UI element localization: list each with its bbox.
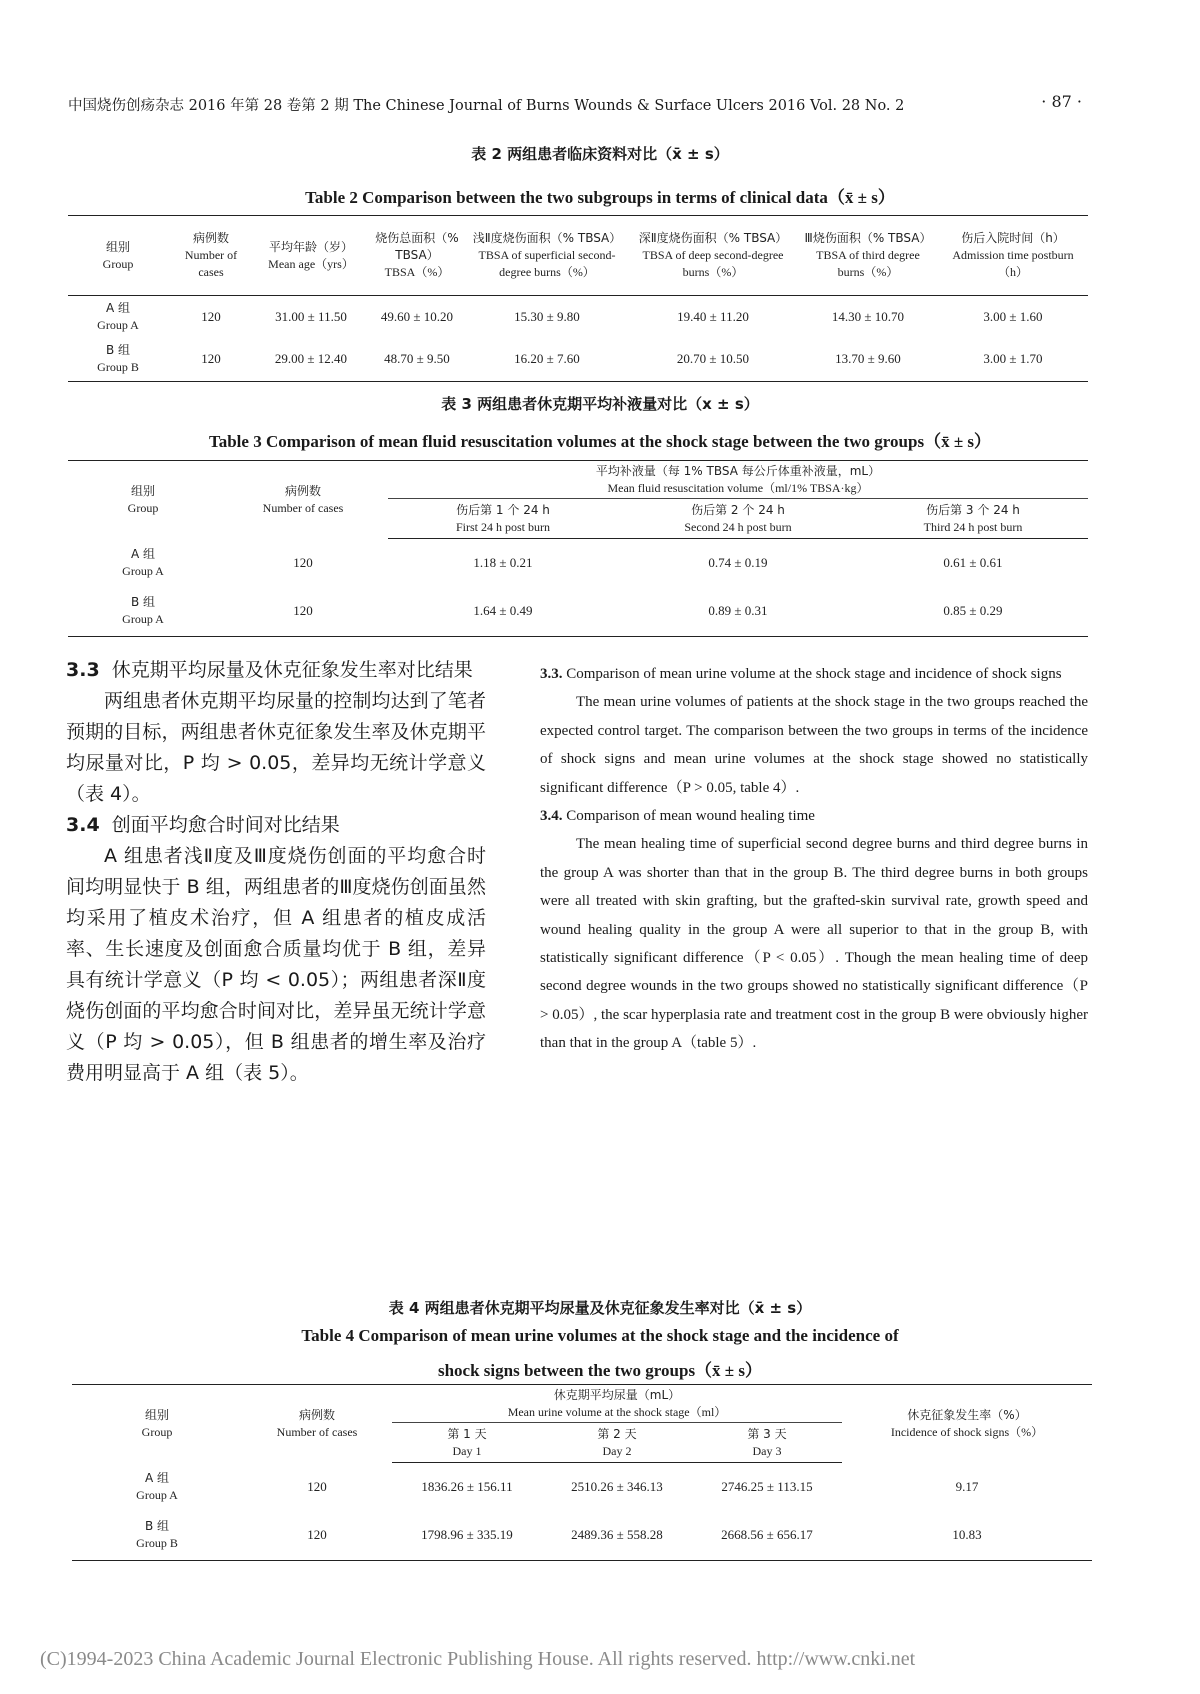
table3-caption-en: Table 3 Comparison of mean fluid resuscitation volumes at the shock stage between the two groups（x̄ ± s） [208, 432, 992, 451]
running-head: 中国烧伤创疡杂志 2016 年第 28 卷第 2 期 The Chinese Journal of Burns Wounds & Surface Ulcers 2016 Vol. 28 No. 2 [68, 98, 905, 114]
table2-header-deep: 深Ⅱ度烧伤面积（% TBSA） TBSA of deep second-degree burns（%） [628, 216, 798, 296]
table-row: B 组 Group B 120 29.00 ± 12.40 48.70 ± 9.50 16.20 ± 7.60 20.70 ± 10.50 13.70 ± 9.60 3.00 ± 1.70 [68, 338, 1088, 382]
table4-caption-zh: 表 4 两组患者休克期平均尿量及休克征象发生率对比（x̄ ± s） [388, 1299, 812, 1317]
table2-caption-en: Table 2 Comparison between the two subgroups in terms of clinical data（x̄ ± s） [305, 188, 895, 207]
table4-header-cases: 病例数 Number of cases [242, 1385, 392, 1463]
table-row: B 组 Group A 120 1.64 ± 0.49 0.89 ± 0.31 0.85 ± 0.29 [68, 587, 1088, 637]
section-3-3-text-en: The mean urine volumes of patients at the shock stage in the two groups reached the expected control target. The comparison between the two groups in terms of the incidence of shock signs and mean urine volumes at the shock stage showed no statistically significant difference（P > 0.05, table 4）. [540, 694, 1088, 796]
table4-header-urine: 休克期平均尿量（mL） Mean urine volume at the shock stage（ml） [392, 1385, 842, 1423]
table3-header-day1: 伤后第 1 个 24 h First 24 h post burn [388, 499, 618, 539]
copyright-footer: (C)1994-2023 China Academic Journal Electronic Publishing House. All rights reserved. http://www.cnki.net [40, 1648, 916, 1670]
table4-header-incidence: 休克征象发生率（%） Incidence of shock signs（%） [842, 1385, 1092, 1463]
table4-header-day3: 第 3 天 Day 3 [692, 1423, 842, 1463]
table2-header-tbsa: 烧伤总面积（% TBSA） TBSA（%） [368, 216, 466, 296]
table4 [72, 1384, 1092, 1561]
section-3-4-text-zh: A 组患者浅Ⅱ度及Ⅲ度烧伤创面的平均愈合时间均明显快于 B 组，两组患者的Ⅲ度烧伤创面虽然均采用了植皮术治疗，但 A 组患者的植皮成活率、生长速度及创面愈合质量均优于 B 组，差异具有统计学意义（P 均 < 0.05）；两组患者深Ⅱ度烧伤创面的平均愈合时间对比，差异虽无统计学意义（P 均 > 0.05），但 B 组患者的增生率及治疗费用明显高于 A 组（表 5）。 [66, 845, 486, 1084]
table2-header-cases: 病例数 Number of cases [168, 216, 254, 296]
section-3-4-heading-en: 3.4. Comparison of mean wound healing time [540, 808, 815, 825]
table4-header-day1: 第 1 天 Day 1 [392, 1423, 542, 1463]
body-column-en [540, 660, 1088, 1058]
table3-header-group: 组别 Group [68, 461, 218, 539]
table2-header-age: 平均年龄（岁） Mean age（yrs） [254, 216, 368, 296]
section-3-4-text-en: The mean healing time of superficial second degree burns and third degree burns in the group A was shorter than that in the group B. The third degree burns in both groups were all treated with skin grafting, but the grafted-skin survival rate, growth speed and wound healing quality in the group A were all superior to that in the group B, with statistically significant difference（P < 0.05）. Though the mean healing time of deep second degree wounds in the two groups showed no statistically significant difference（P > 0.05）, the scar hyperplasia rate and treatment cost in the group B were obviously higher than that in the group A（table 5）. [540, 836, 1088, 1052]
table2-caption-zh: 表 2 两组患者临床资料对比（x̄ ± s） [471, 145, 729, 163]
table3-header-cases: 病例数 Number of cases [218, 461, 388, 539]
table3-header-day2: 伤后第 2 个 24 h Second 24 h post burn [618, 499, 858, 539]
table2 [68, 215, 1088, 382]
body-column-zh [66, 655, 486, 1089]
page-number: · 87 · [1041, 92, 1082, 111]
section-3-3-text-zh: 两组患者休克期平均尿量的控制均达到了笔者预期的目标，两组患者休克征象发生率及休克期平均尿量对比，P 均 > 0.05，差异均无统计学意义（表 4）。 [66, 690, 486, 805]
table4-caption-en-line2: shock signs between the two groups（x̄ ± s） [437, 1361, 763, 1380]
table-row: A 组 Group A 120 31.00 ± 11.50 49.60 ± 10.20 15.30 ± 9.80 19.40 ± 11.20 14.30 ± 10.70 3.00 ± 1.60 [97, 300, 1043, 332]
table3-caption-zh: 表 3 两组患者休克期平均补液量对比（x ± s） [441, 395, 759, 413]
table2-header-third: Ⅲ烧伤面积（% TBSA） TBSA of third degree burns（%） [798, 216, 938, 296]
table2-header-superficial: 浅Ⅱ度烧伤面积（% TBSA） TBSA of superficial second-degree burns（%） [466, 216, 628, 296]
table3-header-day3: 伤后第 3 个 24 h Third 24 h post burn [858, 499, 1088, 539]
table4-header-day2: 第 2 天 Day 2 [542, 1423, 692, 1463]
table4-header-group: 组别 Group [72, 1385, 242, 1463]
table-row: B 组 Group B 120 1798.96 ± 335.19 2489.36 ± 558.28 2668.56 ± 656.17 10.83 [72, 1511, 1092, 1561]
table4-caption-en-line1: Table 4 Comparison of mean urine volumes at the shock stage and the incidence of [301, 1326, 899, 1345]
table-row: A 组 Group A 120 1.18 ± 0.21 0.74 ± 0.19 0.61 ± 0.61 [122, 546, 1003, 578]
section-3-3-heading-en: 3.3. Comparison of mean urine volume at the shock stage and incidence of shock signs [540, 666, 1062, 682]
table-row: A 组 Group A 120 1836.26 ± 156.11 2510.26 ± 346.13 2746.25 ± 113.15 9.17 [136, 1470, 979, 1502]
table2-header-admission: 伤后入院时间（h） Admission time postburn（h） [938, 216, 1088, 296]
table3 [68, 460, 1088, 637]
table3-header-fluid: 平均补液量（每 1% TBSA 每公斤体重补液量，mL） Mean fluid resuscitation volume（ml/1% TBSA·kg） [388, 461, 1088, 499]
section-3-3-heading-zh: 3.3 休克期平均尿量及休克征象发生率对比结果 [66, 659, 473, 681]
table2-header-group: 组别 Group [68, 216, 168, 296]
section-3-4-heading-zh: 3.4 创面平均愈合时间对比结果 [66, 814, 340, 836]
